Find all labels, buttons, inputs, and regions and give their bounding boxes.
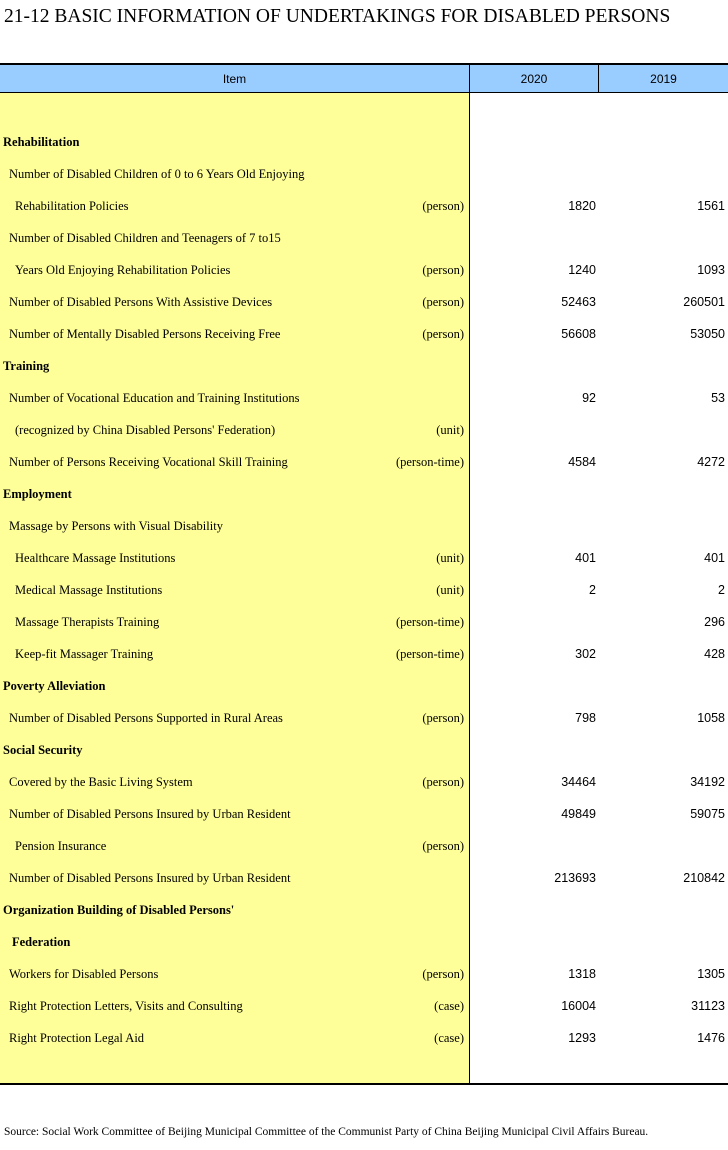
row-label: Number of Disabled Persons Insured by Urban Resident: [9, 807, 291, 821]
table-row: [0, 958, 728, 990]
value-2019: 401: [704, 551, 725, 565]
table-row: [0, 190, 728, 222]
row-unit: (person-time): [395, 455, 464, 469]
table-row: [0, 798, 728, 830]
table-row: [0, 254, 728, 286]
value-2019: 260501: [683, 295, 725, 309]
row-label: Healthcare Massage Institutions: [15, 551, 176, 565]
value-2019: 34192: [690, 775, 725, 789]
table-row: [0, 990, 728, 1022]
row-label: Right Protection Legal Aid: [9, 1031, 145, 1045]
value-2019: 31123: [691, 999, 725, 1013]
row-label: Number of Disabled Persons Supported in Rural Areas: [9, 711, 283, 725]
row-unit: (person): [422, 967, 464, 981]
row-label: Number of Persons Receiving Vocational Skill Training: [9, 455, 288, 469]
row-label: Years Old Enjoying Rehabilitation Policies: [15, 263, 231, 277]
row-label: Number of Disabled Children and Teenagers of 7 to15: [9, 231, 281, 245]
row-unit: (person): [422, 711, 464, 725]
table-row: [0, 222, 728, 254]
source-note: Source: Social Work Committee of Beijing Municipal Committee of the Communist Party of China Beijing Municipal Civil Affairs Bureau.: [4, 1126, 649, 1138]
value-2020: 34464: [561, 775, 596, 789]
row-label: Organization Building of Disabled Persons': [3, 903, 235, 917]
value-2019: 2: [718, 583, 725, 597]
row-label: Social Security: [3, 743, 83, 757]
table-row: [0, 542, 728, 574]
value-2020: 56608: [561, 327, 596, 341]
table-row: [0, 862, 728, 894]
row-label: Poverty Alleviation: [3, 679, 106, 693]
row-label: Keep-fit Massager Training: [15, 647, 154, 661]
value-2019: 296: [704, 615, 725, 629]
row-unit: (person-time): [395, 647, 464, 661]
table-row: [0, 158, 728, 190]
value-2020: 4584: [568, 455, 596, 469]
row-label: Rehabilitation Policies: [15, 199, 129, 213]
row-label: Covered by the Basic Living System: [9, 775, 193, 789]
value-2019: 428: [704, 647, 725, 661]
value-2020: 401: [575, 551, 596, 565]
row-label: Medical Massage Institutions: [15, 583, 163, 597]
value-2019: 59075: [690, 807, 725, 821]
row-label: Massage by Persons with Visual Disability: [9, 519, 223, 533]
table-row: [0, 510, 728, 542]
row-unit: (case): [434, 999, 464, 1013]
value-2019: 4272: [697, 455, 725, 469]
value-2019: 1305: [697, 967, 725, 981]
row-unit: (person): [422, 775, 464, 789]
value-2020: 92: [582, 391, 596, 405]
row-unit: (person): [422, 199, 464, 213]
table-row: [0, 830, 728, 862]
column-header-2020: 2020: [470, 63, 599, 93]
table-row: [0, 926, 728, 958]
value-2020: 213693: [554, 871, 596, 885]
table-row: [0, 638, 728, 670]
row-label: Pension Insurance: [15, 839, 107, 853]
row-label: Number of Mentally Disabled Persons Receiving Free: [9, 327, 281, 341]
column-header-item: Item: [0, 63, 470, 93]
value-2019: 210842: [683, 871, 725, 885]
row-label: Number of Vocational Education and Training Institutions: [9, 391, 300, 405]
row-unit: (unit): [436, 423, 464, 437]
table-row: [0, 126, 728, 158]
row-label: Right Protection Letters, Visits and Consulting: [9, 999, 243, 1013]
row-label: Training: [3, 359, 50, 373]
row-unit: (person-time): [395, 615, 464, 629]
value-2020: 52463: [561, 295, 596, 309]
value-2020: 1820: [568, 199, 596, 213]
table-row: [0, 670, 728, 702]
value-2019: 1561: [697, 199, 725, 213]
table-row: [0, 446, 728, 478]
row-label: Number of Disabled Persons Insured by Urban Resident: [9, 871, 291, 885]
row-unit: (person): [422, 263, 464, 277]
value-2019: 53050: [690, 327, 725, 341]
table-row: [0, 286, 728, 318]
table-row: [0, 574, 728, 606]
table-row: [0, 478, 728, 510]
value-2020: 2: [589, 583, 596, 597]
row-label: Federation: [12, 935, 71, 949]
value-2020: 1318: [568, 967, 596, 981]
table-row: [0, 702, 728, 734]
row-label: Massage Therapists Training: [15, 615, 160, 629]
table-row: [0, 894, 728, 926]
value-2020: 302: [575, 647, 596, 661]
table-row: [0, 1022, 728, 1054]
page-title: 21-12 BASIC INFORMATION OF UNDERTAKINGS FOR DISABLED PERSONS: [4, 6, 671, 27]
value-2020: 49849: [561, 807, 596, 821]
row-unit: (case): [434, 1031, 464, 1045]
value-2020: 1240: [568, 263, 596, 277]
value-2019: 1058: [697, 711, 725, 725]
table-row: [0, 734, 728, 766]
row-label: Number of Disabled Persons With Assistive Devices: [9, 295, 273, 309]
column-header-2019: 2019: [599, 63, 728, 93]
row-label: Number of Disabled Children of 0 to 6 Years Old Enjoying: [9, 167, 305, 181]
value-2019: 53: [711, 391, 725, 405]
row-unit: (unit): [436, 551, 464, 565]
row-unit: (unit): [436, 583, 464, 597]
table-bottom-border: [0, 1083, 728, 1085]
table-row: [0, 350, 728, 382]
row-label: (recognized by China Disabled Persons' Federation): [15, 423, 276, 437]
table-row: [0, 414, 728, 446]
row-unit: (person): [422, 839, 464, 853]
value-2019: 1093: [697, 263, 725, 277]
row-label: Rehabilitation: [3, 135, 80, 149]
table-row: [0, 318, 728, 350]
row-label: Employment: [3, 487, 72, 501]
row-label: Workers for Disabled Persons: [9, 967, 159, 981]
table-row: [0, 606, 728, 638]
value-2019: 1476: [697, 1031, 725, 1045]
row-unit: (person): [422, 295, 464, 309]
value-2020: 1293: [568, 1031, 596, 1045]
value-2020: 798: [575, 711, 596, 725]
value-2020: 16004: [561, 999, 596, 1013]
row-unit: (person): [422, 327, 464, 341]
table-row: [0, 382, 728, 414]
table-row: [0, 766, 728, 798]
